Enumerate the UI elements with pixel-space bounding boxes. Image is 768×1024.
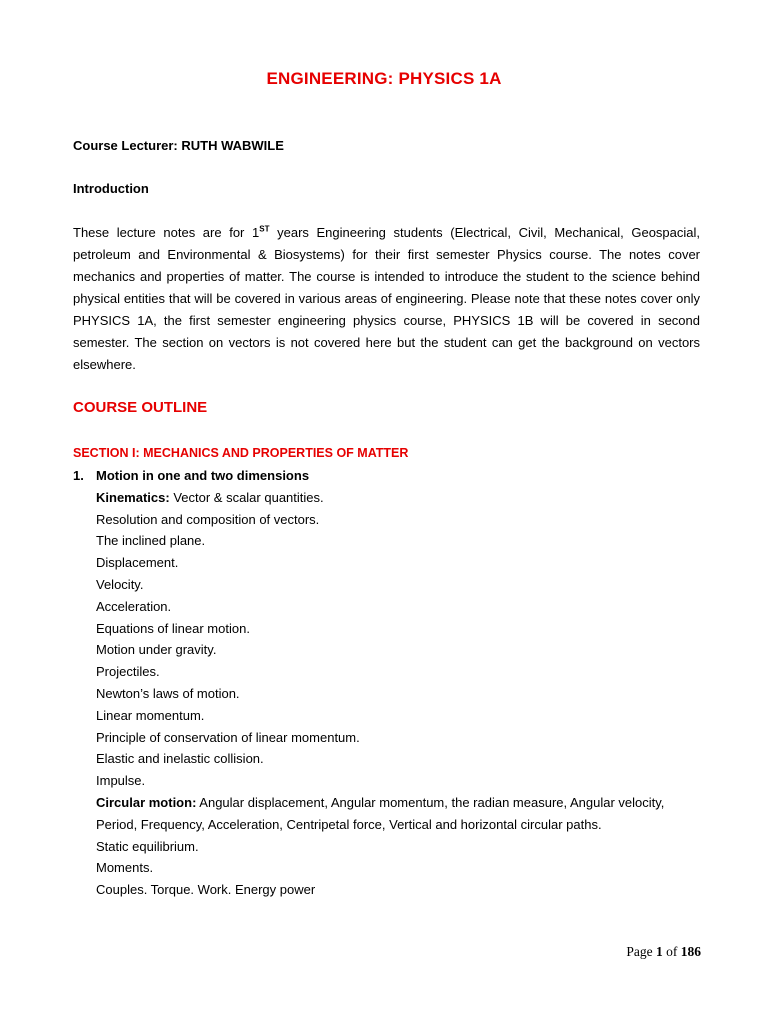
- topic-line: Motion under gravity.: [96, 642, 217, 658]
- of-label: of: [662, 944, 681, 959]
- intro-text-rest: years Engineering students (Electrical, Civil, Mechanical, Geospacial, petroleum and Environmental & Biosystems) for their first semester Physics course. The notes cover mechanics and properties of matter. The course is intended to introduce the student to the science behind physical entities that will be covered in various areas of engineering. Please note that these notes cover only PHYSICS 1A, the first semester engineering physics course, PHYSICS 1B will be covered in second semester. The section on vectors is not covered here but the student can get the background on vectors elsewhere.: [73, 225, 700, 372]
- document-title: ENGINEERING: PHYSICS 1A: [266, 69, 502, 88]
- topic-line: Impulse.: [96, 773, 146, 789]
- topic-line: Linear momentum.: [96, 707, 205, 723]
- introduction-paragraph: [73, 222, 700, 376]
- topic-line: Newton’s laws of motion.: [96, 685, 240, 701]
- topic-line: Couples. Torque. Work. Energy power: [96, 882, 316, 898]
- page-label: Page: [626, 944, 656, 959]
- page-current: 1: [656, 944, 663, 959]
- topic-line: Projectiles.: [96, 664, 160, 680]
- topic-line: Velocity.: [96, 576, 144, 592]
- kinematics-text: Vector & scalar quantities.: [169, 489, 324, 505]
- topic-line: Principle of conservation of linear momentum.: [96, 729, 360, 745]
- topic-line: Acceleration.: [96, 598, 172, 614]
- list-item-number: 1.: [73, 468, 84, 483]
- kinematics-line: [96, 487, 713, 509]
- topic-line: Moments.: [96, 860, 154, 876]
- topic-line: Equations of linear motion.: [96, 620, 250, 636]
- topic-line: Elastic and inelastic collision.: [96, 751, 264, 767]
- circular-motion-text: Angular displacement, Angular momentum, the radian measure, Angular velocity,: [196, 794, 665, 810]
- course-lecturer: Course Lecturer: RUTH WABWILE: [73, 138, 284, 153]
- list-item-title: Motion in one and two dimensions: [96, 468, 310, 483]
- circular-motion-line: [96, 792, 713, 814]
- section-heading: SECTION I: MECHANICS AND PROPERTIES OF MATTER: [73, 446, 409, 460]
- topic-line: The inclined plane.: [96, 533, 206, 549]
- circular-motion-label: Circular motion:: [96, 794, 197, 810]
- topic-line: Static equilibrium.: [96, 838, 199, 854]
- intro-superscript: ST: [259, 224, 270, 234]
- intro-text-start: These lecture notes are for 1: [73, 225, 260, 240]
- circular-motion-line-2: Period, Frequency, Acceleration, Centripetal force, Vertical and horizontal circular paths.: [96, 816, 602, 832]
- page-number-footer: [626, 944, 701, 960]
- introduction-heading: Introduction: [73, 181, 149, 196]
- course-outline-heading: COURSE OUTLINE: [73, 399, 208, 416]
- list-item-body: [96, 465, 713, 901]
- topic-line: Displacement.: [96, 555, 179, 571]
- topic-list: [73, 465, 713, 901]
- topic-line: Resolution and composition of vectors.: [96, 511, 320, 527]
- page-total: 186: [680, 944, 701, 959]
- kinematics-label: Kinematics:: [96, 489, 170, 505]
